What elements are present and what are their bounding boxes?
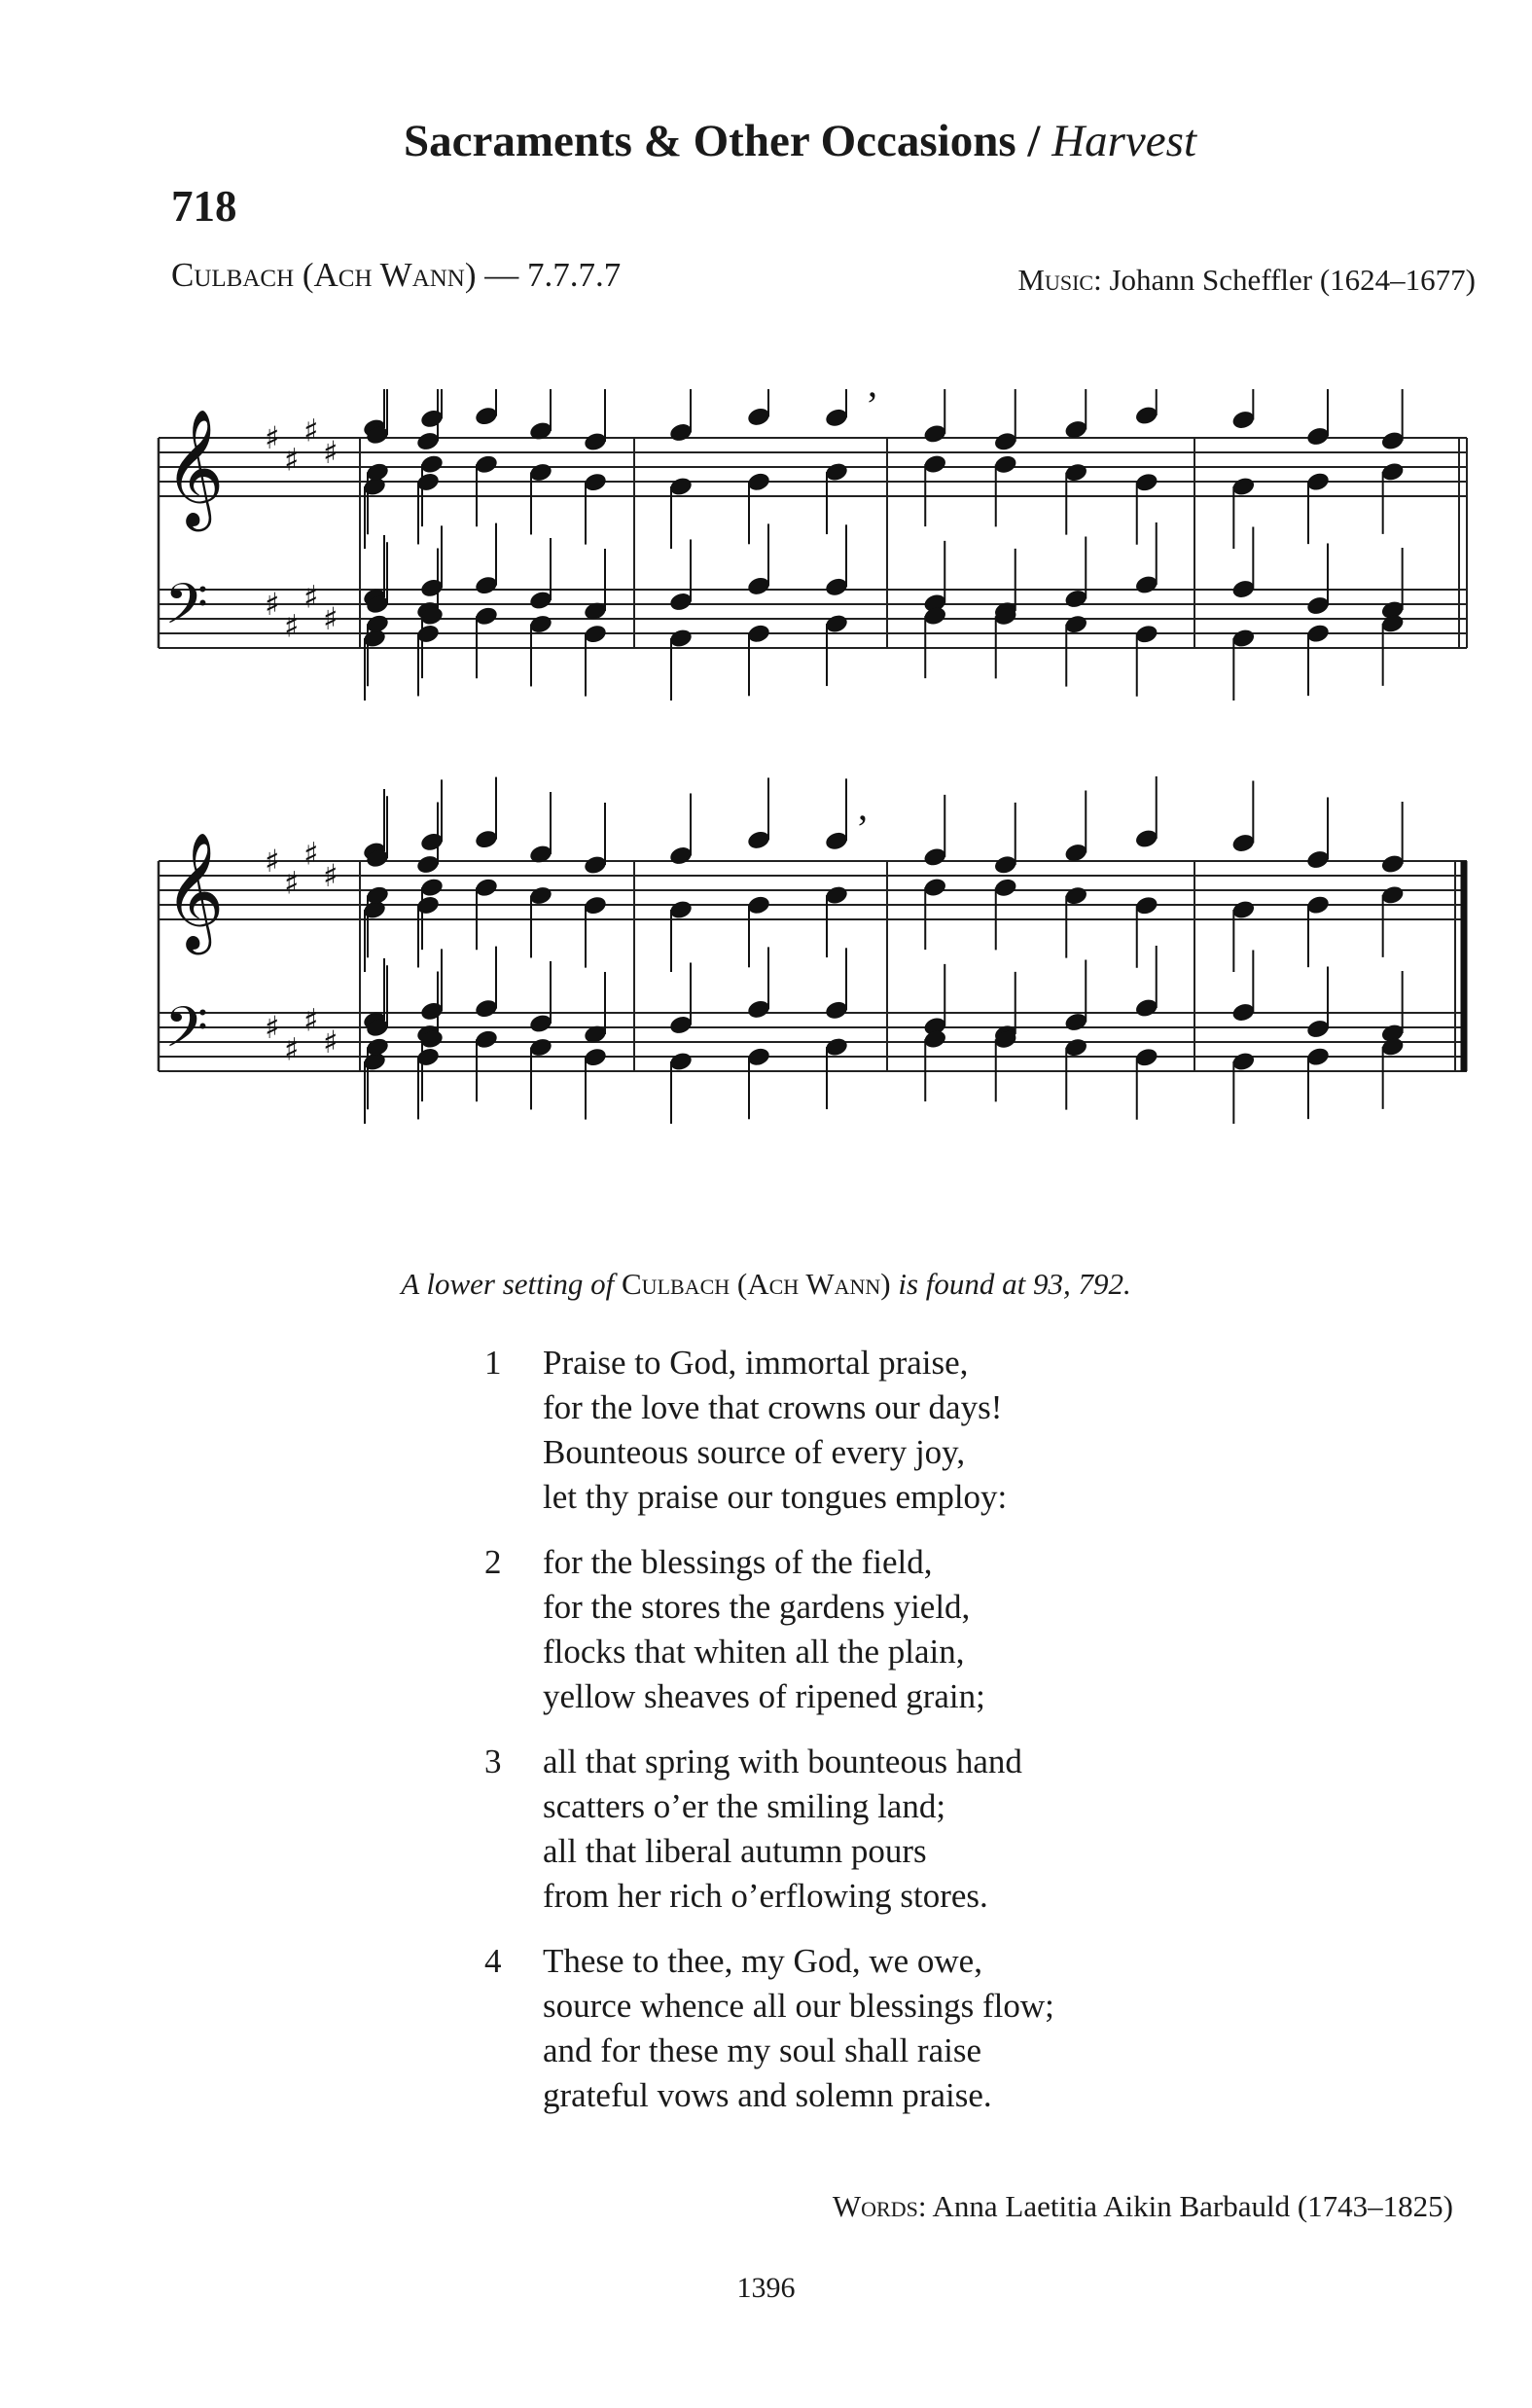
tune-name: Culbach (Ach Wann): [171, 256, 477, 294]
sharp-icon: ♯: [284, 607, 300, 645]
lower-setting-note: [0, 1267, 1532, 1302]
stanza-number: 3: [484, 1743, 502, 1780]
stanza-line: for the stores the gardens yield,: [543, 1588, 971, 1626]
sharp-icon: ♯: [323, 434, 338, 471]
bass-clef-icon: 𝄢: [164, 571, 209, 651]
stanza-lines: [543, 1540, 985, 1719]
music-credit: [1017, 263, 1476, 298]
breath-mark: ’: [866, 389, 879, 427]
treble-clef-icon: 𝄞: [164, 831, 225, 950]
setting-note-suffix: is found at 93, 792.: [890, 1267, 1131, 1301]
hymn-number: 718: [171, 182, 237, 231]
meter: 7.7.7.7: [527, 256, 622, 294]
stanza-line: for the love that crowns our days!: [543, 1388, 1003, 1426]
stanza-line: source whence all our blessings flow;: [543, 1987, 1054, 2025]
sharp-icon: ♯: [303, 412, 319, 449]
stanza-line: and for these my soul shall raise: [543, 2031, 982, 2069]
subsection-title: Harvest: [1051, 116, 1197, 166]
breath-mark: ’: [856, 807, 870, 850]
stanza-lines: [543, 1939, 1054, 2118]
stanza-line: all that liberal autumn pours: [543, 1832, 927, 1870]
stanza-line: scatters o’er the smiling land;: [543, 1787, 946, 1825]
stanza-lines: [543, 1341, 1007, 1520]
stanza-number: 1: [484, 1344, 502, 1382]
stanza-line: grateful vows and solemn praise.: [543, 2076, 992, 2114]
stanza-line: flocks that whiten all the plain,: [543, 1633, 965, 1671]
sharp-icon: ♯: [303, 578, 319, 616]
sharp-icon: ♯: [265, 419, 280, 456]
sharp-icon: ♯: [265, 586, 280, 623]
words-credit: [833, 2189, 1453, 2224]
setting-note-prefix: A lower setting of: [401, 1267, 622, 1301]
stanza: [484, 1540, 1457, 1719]
music-score: [0, 389, 1532, 1245]
stanza-line: Bounteous source of every joy,: [543, 1433, 966, 1471]
treble-clef-icon: 𝄞: [164, 408, 225, 526]
setting-note-tune: Culbach (Ach Wann): [622, 1267, 891, 1301]
words-label: Words:: [832, 2189, 927, 2223]
sharp-icon: ♯: [284, 1030, 300, 1068]
stanza: [484, 1939, 1457, 2118]
sharp-icon: ♯: [323, 857, 338, 894]
stanza-line: Praise to God, immortal praise,: [543, 1344, 969, 1382]
sharp-icon: ♯: [303, 835, 319, 873]
composer: Johann Scheffler (1624–1677): [1101, 263, 1476, 297]
stanza: [484, 1740, 1457, 1919]
stanza-line: all that spring with bounteous hand: [543, 1743, 1022, 1780]
bass-clef-icon: 𝄢: [164, 994, 209, 1074]
tune-line: [171, 256, 621, 295]
author: Anna Laetitia Aikin Barbauld (1743–1825): [926, 2189, 1453, 2223]
sharp-icon: ♯: [323, 1024, 338, 1060]
stanza-line: yellow sheaves of ripened grain;: [543, 1677, 985, 1715]
section-title: Sacraments & Other Occasions: [404, 116, 1016, 166]
stanza-number: 2: [484, 1543, 502, 1581]
stanza-line: for the blessings of the field,: [543, 1543, 933, 1581]
sharp-icon: ♯: [265, 843, 280, 880]
stanza-number: 4: [484, 1942, 502, 1980]
sharp-icon: ♯: [284, 864, 300, 902]
sharp-icon: ♯: [265, 1009, 280, 1046]
music-label: Music:: [1017, 263, 1102, 297]
header-separator: /: [1015, 116, 1052, 166]
sharp-icon: ♯: [303, 1001, 319, 1039]
stanza: [484, 1341, 1457, 1520]
sharp-icon: ♯: [284, 441, 300, 479]
stanza-lines: [543, 1740, 1022, 1919]
meter-separator: —: [476, 256, 528, 294]
hymn-text: [484, 1341, 1457, 2138]
page-header: [404, 115, 1196, 167]
score-svg: [0, 389, 1532, 1245]
stanza-line: from her rich o’erflowing stores.: [543, 1877, 988, 1915]
sharp-icon: ♯: [323, 600, 338, 637]
page-number: 1396: [736, 2272, 796, 2304]
stanza-line: let thy praise our tongues employ:: [543, 1478, 1008, 1516]
stanza-line: These to thee, my God, we owe,: [543, 1942, 982, 1980]
